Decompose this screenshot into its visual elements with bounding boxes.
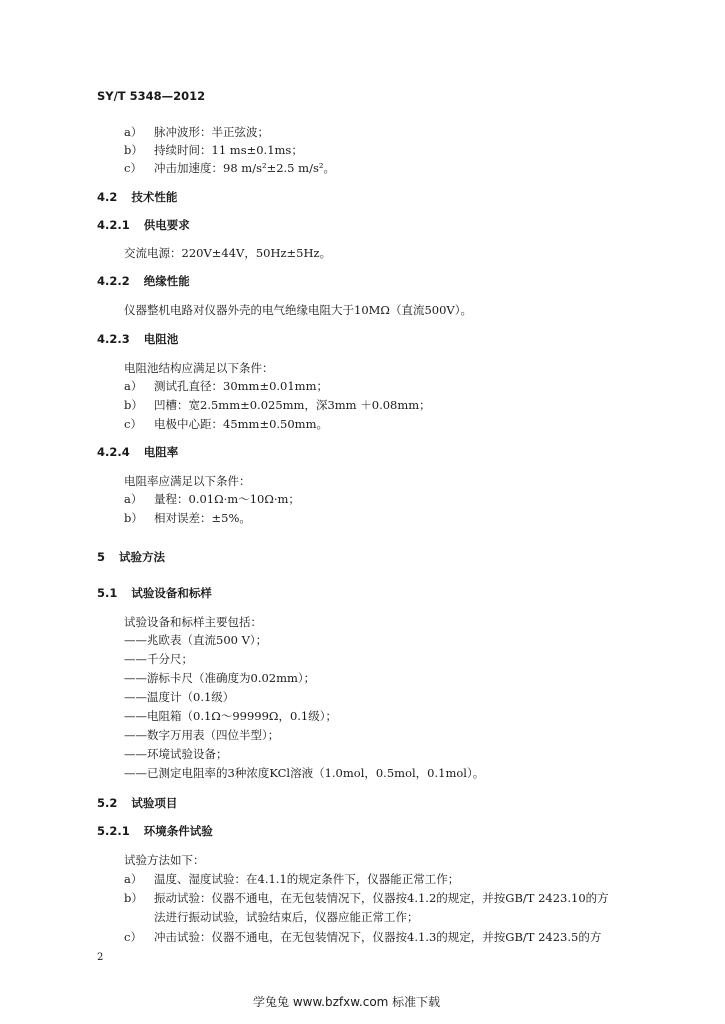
list-item: ——游标卡尺（准确度为0.02mm）； bbox=[124, 671, 316, 685]
list-item-text: 振动试验：仪器不通电，在无包装情况下，仪器按4.1.2的规定，并按GB/T 2423.10的方 bbox=[154, 891, 609, 905]
list-item-continuation: 法进行振动试验，试验结束后，仪器应能正常工作； bbox=[154, 910, 419, 924]
list-marker: c） bbox=[124, 417, 142, 431]
section-number: 5 bbox=[97, 550, 106, 564]
list-item: ——电阻箱（0.1Ω～99999Ω，0.1级）； bbox=[124, 709, 337, 723]
list-item: ——兆欧表（直流500 V）； bbox=[124, 633, 268, 647]
list-item bbox=[124, 510, 251, 526]
paragraph: 电阻池结构应满足以下条件： bbox=[124, 361, 274, 375]
section-title: 试验项目 bbox=[131, 796, 178, 810]
section-heading bbox=[97, 549, 165, 565]
list-marker: a） bbox=[124, 125, 143, 139]
list-item bbox=[124, 416, 328, 432]
section-title: 技术性能 bbox=[131, 190, 178, 204]
section-number: 5.2.1 bbox=[97, 824, 130, 838]
paragraph: 试验方法如下： bbox=[124, 853, 205, 867]
list-item: ——千分尺； bbox=[124, 652, 193, 666]
list-marker: a） bbox=[124, 872, 143, 886]
list-item bbox=[124, 397, 431, 413]
section-title: 供电要求 bbox=[143, 218, 190, 232]
section-heading bbox=[97, 189, 177, 205]
section-heading bbox=[97, 795, 177, 811]
doc-id: SY/T 5348—2012 bbox=[97, 89, 206, 103]
list-marker: c） bbox=[124, 930, 142, 944]
list-item-text: 凹槽：宽2.5mm±0.025mm，深3mm ＋0.08mm； bbox=[154, 398, 431, 412]
list-item-text: 测试孔直径：30mm±0.01mm； bbox=[154, 379, 328, 393]
list-marker: b） bbox=[124, 891, 143, 905]
list-item bbox=[124, 929, 601, 945]
list-item: ——已测定电阻率的3种浓度KCl溶液（1.0mol，0.5mol，0.1mol）。 bbox=[124, 766, 485, 780]
paragraph: 仪器整机电路对仪器外壳的电气绝缘电阻大于10MΩ（直流500V）。 bbox=[124, 303, 472, 317]
section-number: 4.2.2 bbox=[97, 274, 130, 288]
list-item bbox=[124, 142, 303, 158]
list-item bbox=[124, 871, 459, 887]
paragraph: 电阻率应满足以下条件： bbox=[124, 474, 251, 488]
section-heading bbox=[97, 585, 212, 601]
page-number: 2 bbox=[97, 952, 104, 963]
paragraph: 交流电源：220V±44V，50Hz±5Hz。 bbox=[124, 246, 332, 260]
list-marker: b） bbox=[124, 511, 143, 525]
section-number: 5.1 bbox=[97, 586, 118, 600]
section-heading bbox=[97, 217, 190, 233]
list-item-text: 相对误差：±5%。 bbox=[154, 511, 251, 525]
section-number: 4.2.4 bbox=[97, 445, 130, 459]
list-marker: a） bbox=[124, 379, 143, 393]
list-marker: c） bbox=[124, 161, 142, 175]
section-title: 试验设备和标样 bbox=[131, 586, 212, 600]
list-item-text: 持续时间：11 ms±0.1ms； bbox=[154, 143, 303, 157]
list-item-text: 冲击加速度：98 m/s²±2.5 m/s²。 bbox=[154, 161, 335, 175]
list-item-text: 脉冲波形：半正弦波； bbox=[154, 125, 269, 139]
list-item: ——温度计（0.1级） bbox=[124, 690, 235, 704]
list-item-text: 温度、湿度试验：在4.1.1的规定条件下，仪器能正常工作； bbox=[154, 872, 460, 886]
paragraph: 试验设备和标样主要包括： bbox=[124, 615, 262, 629]
list-item bbox=[124, 378, 328, 394]
section-title: 绝缘性能 bbox=[143, 274, 190, 288]
list-item-text: 量程：0.01Ω·m～10Ω·m； bbox=[154, 492, 300, 506]
list-marker: b） bbox=[124, 143, 143, 157]
section-title: 电阻率 bbox=[143, 445, 179, 459]
list-item-text: 电极中心距：45mm±0.50mm。 bbox=[154, 417, 328, 431]
section-heading bbox=[97, 331, 178, 347]
list-item bbox=[124, 160, 335, 176]
list-item bbox=[124, 491, 300, 507]
section-title: 环境条件试验 bbox=[143, 824, 213, 838]
list-item bbox=[124, 124, 269, 140]
section-number: 4.2.1 bbox=[97, 218, 130, 232]
list-marker: b） bbox=[124, 398, 143, 412]
list-item bbox=[124, 890, 609, 906]
section-number: 4.2 bbox=[97, 190, 118, 204]
section-heading bbox=[97, 444, 178, 460]
section-title: 试验方法 bbox=[119, 550, 166, 564]
list-item: ——数字万用表（四位半型）； bbox=[124, 728, 280, 742]
section-heading bbox=[97, 273, 190, 289]
list-marker: a） bbox=[124, 492, 143, 506]
footer-watermark: 学兔兔 www.bzfxw.com 标准下载 bbox=[253, 995, 441, 1009]
section-heading bbox=[97, 823, 213, 839]
list-item-text: 冲击试验：仪器不通电，在无包装情况下，仪器按4.1.3的规定，并按GB/T 2423.5的方 bbox=[154, 930, 602, 944]
section-title: 电阻池 bbox=[143, 332, 179, 346]
list-item: ——环境试验设备； bbox=[124, 747, 228, 761]
section-number: 5.2 bbox=[97, 796, 118, 810]
section-number: 4.2.3 bbox=[97, 332, 130, 346]
